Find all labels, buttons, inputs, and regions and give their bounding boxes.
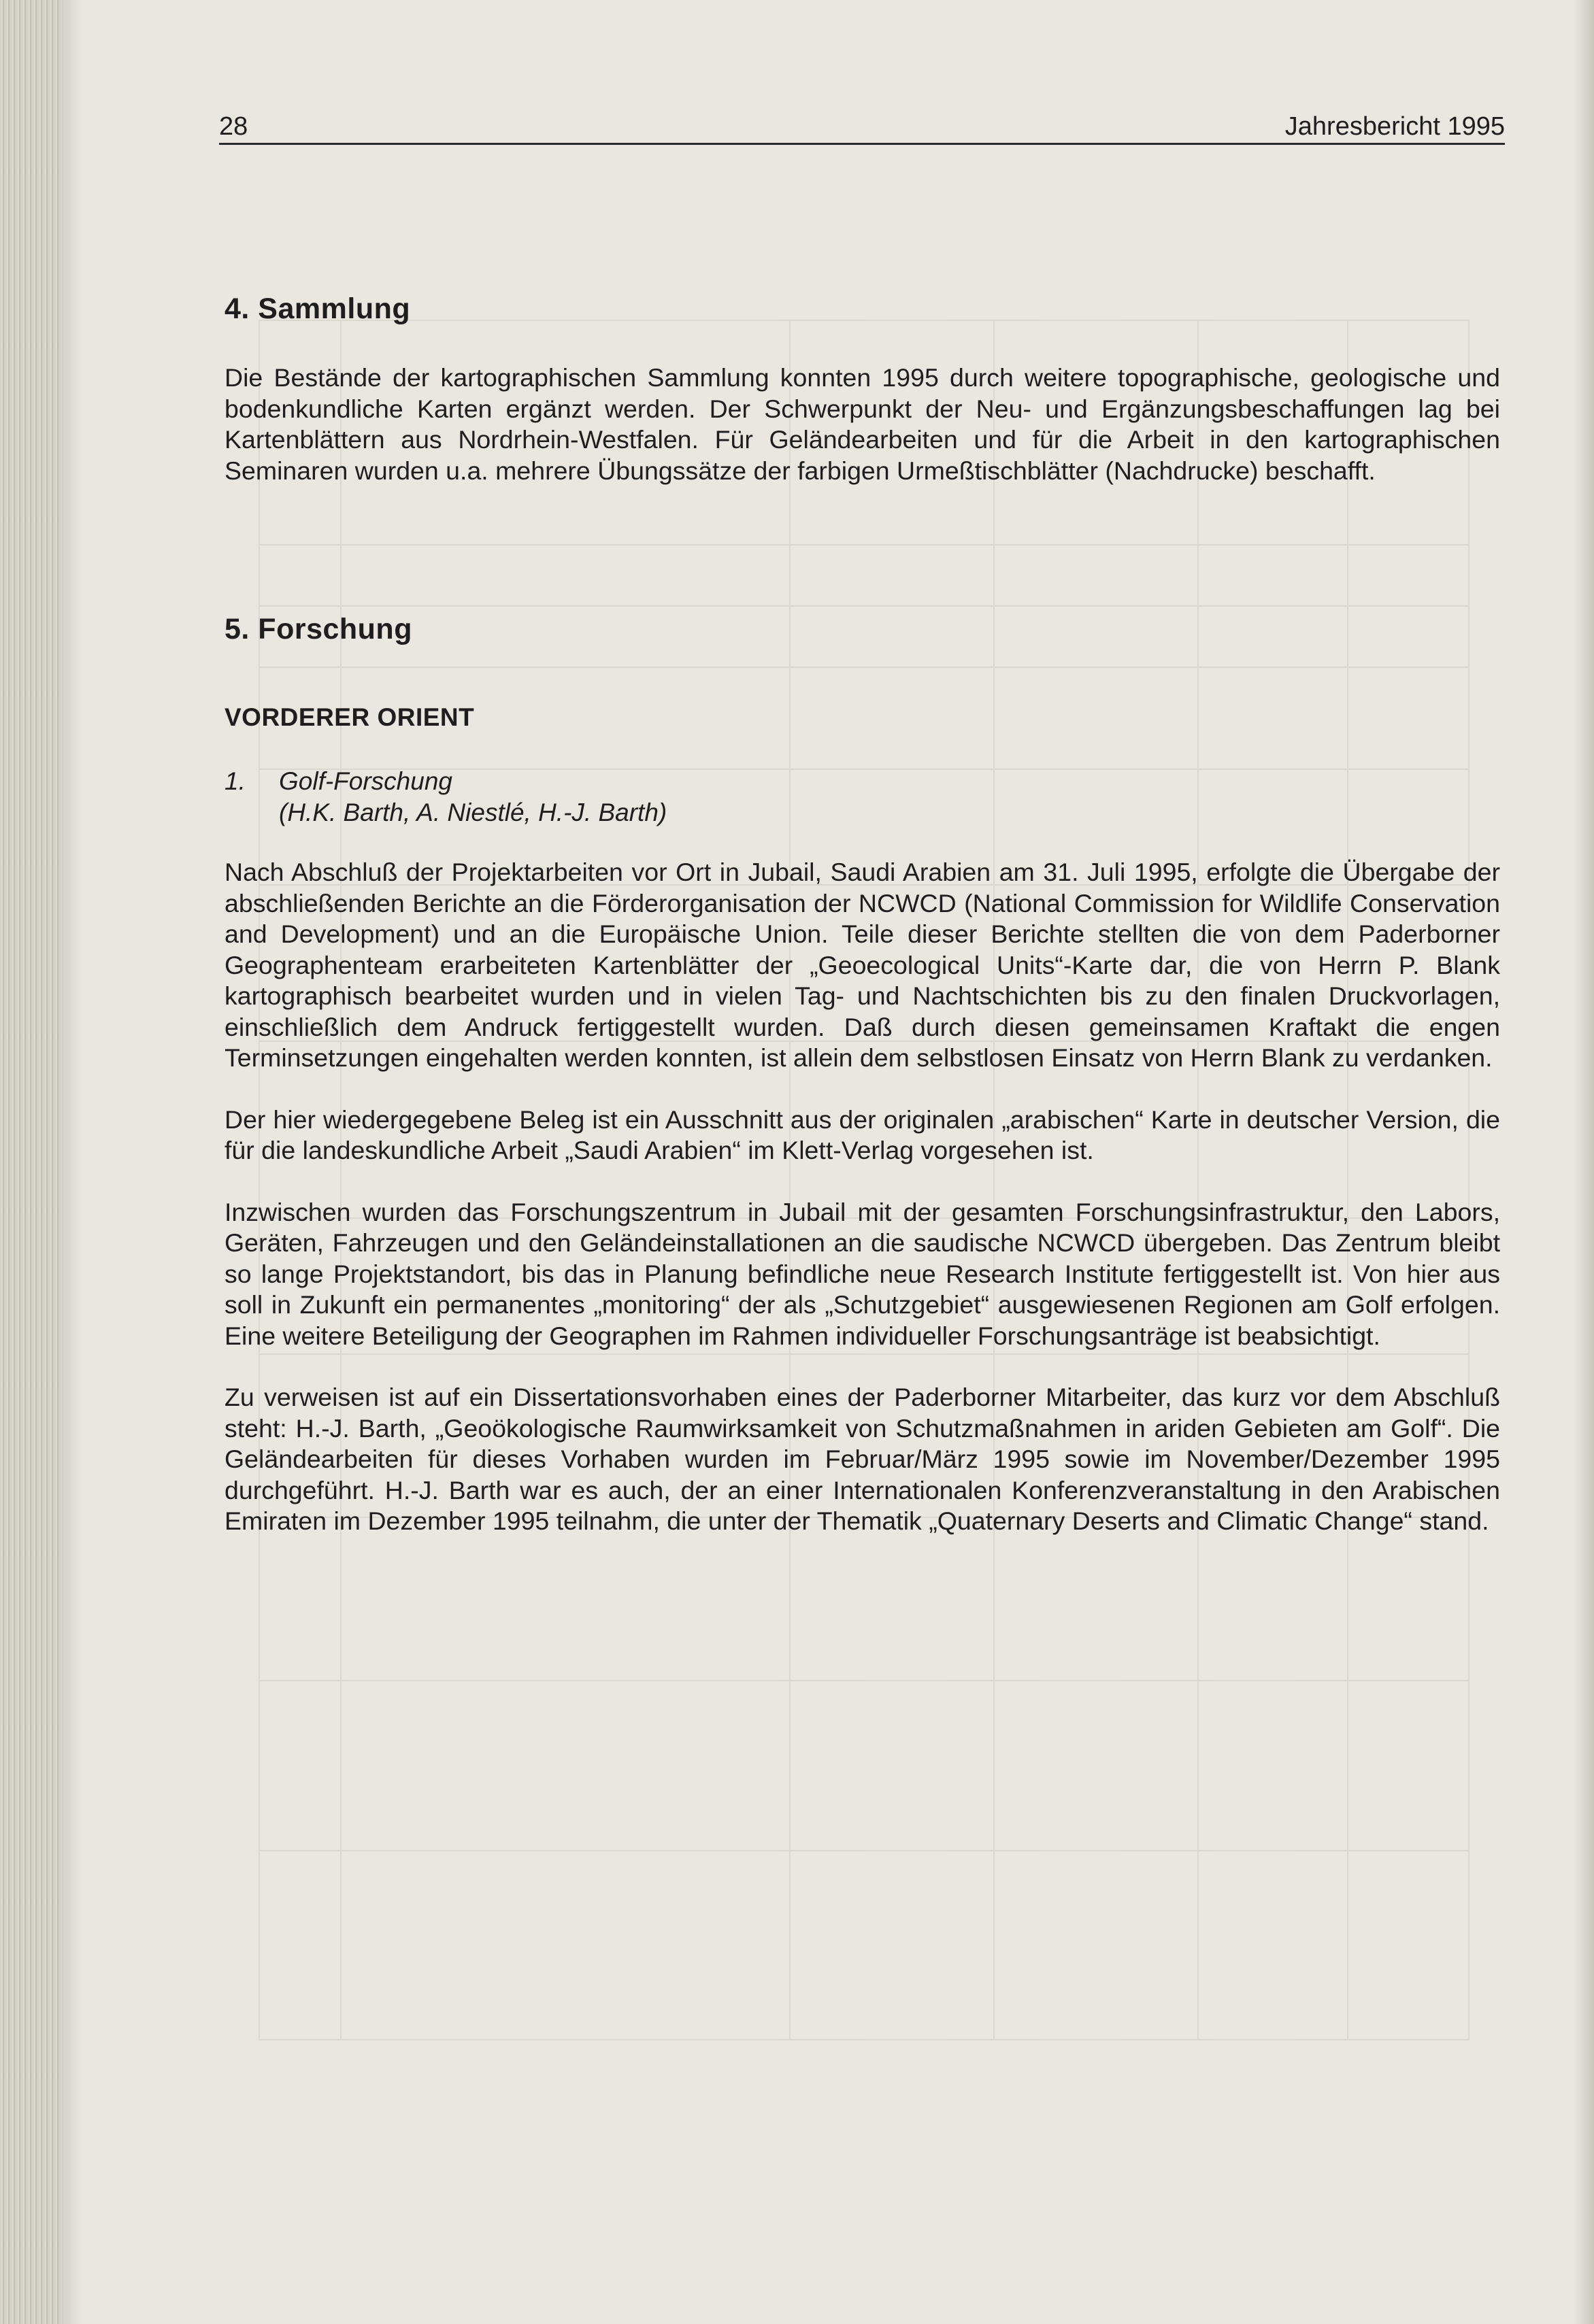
- page-binding-edge: [0, 0, 61, 2324]
- item-title: Golf-Forschung: [279, 767, 452, 795]
- section-heading-forschung: 5. Forschung: [225, 613, 412, 645]
- running-header: [219, 109, 1505, 145]
- forschung-paragraph-3: Inzwischen wurden das Forschungszentrum in Jubail mit der gesamten Forschungsinfrastruktur, den Labors, Geräten, Fahrzeugen und den Geländeinstallationen an die saudische NCWCD übergeben. Das Zentrum bleibt so lange Projektstandort, bis das in Planung befindliche neue Research Institute fertiggestellt ist. Von hier aus soll in Zukunft ein permanentes „monitoring“ der als „Schutzgebiet“ ausgewiesenen Regionen am Golf erfolgen. Eine weitere Beteiligung der Geographen im Rahmen individueller Forschungsanträge ist beabsichtigt.: [225, 1197, 1500, 1350]
- numbered-item-golf-forschung: [225, 766, 1500, 828]
- item-number: 1.: [225, 767, 246, 795]
- item-body: [279, 766, 667, 828]
- subheading-vorderer-orient: VORDERER ORIENT: [225, 703, 475, 731]
- sammlung-paragraph: Die Bestände der kartographischen Sammlung konnten 1995 durch weitere topographische, geologische und bodenkundliche Karten ergänzt werden. Der Schwerpunkt der Neu- und Ergänzungsbeschaffungen lag bei Kartenblättern aus Nordrhein-Westfalen. Für Geländearbeiten und für die Arbeit in den kartographischen Seminaren wurden u.a. mehrere Übungssätze der farbigen Urmeßtischblätter (Nachdrucke) beschafft.: [225, 363, 1500, 485]
- page-number: 28: [219, 112, 248, 141]
- forschung-paragraph-4: Zu verweisen ist auf ein Dissertationsvorhaben eines der Paderborner Mitarbeiter, das kurz vor dem Abschluß steht: H.-J. Barth, „Geoökologische Raumwirksamkeit von Schutzmaßnahmen in ariden Gebieten am Golf“. Die Geländearbeiten für dieses Vorhaben wurden im Februar/März 1995 sowie im November/Dezember 1995 durchgeführt. H.-J. Barth war es auch, der an einer Internationalen Konferenzveranstaltung in den Arabischen Emiraten im Dezember 1995 teilnahm, die unter der Thematik „Quaternary Deserts and Climatic Change“ stand.: [225, 1383, 1500, 1535]
- item-authors: (H.K. Barth, A. Niestlé, H.-J. Barth): [279, 798, 667, 826]
- running-title: Jahresbericht 1995: [1284, 112, 1505, 141]
- forschung-paragraph-2: Der hier wiedergegebene Beleg ist ein Ausschnitt aus der originalen „arabischen“ Karte in deutscher Version, die für die landeskundliche Arbeit „Saudi Arabien“ im Klett-Verlag vorgesehen ist.: [225, 1105, 1500, 1164]
- page-right-edge: [1574, 0, 1594, 2324]
- binding-shadow: [61, 0, 82, 2324]
- body-content: [225, 292, 1500, 1537]
- section-heading-sammlung: 4. Sammlung: [225, 292, 411, 325]
- forschung-paragraph-1: Nach Abschluß der Projektarbeiten vor Ort in Jubail, Saudi Arabien am 31. Juli 1995, erfolgte die Übergabe der abschließenden Berichte an die Förderorganisation der NCWCD (National Commission for Wildlife Conservation and Development) und an die Europäische Union. Teile dieser Berichte stellten die von dem Paderborner Geographenteam erarbeiteten Kartenblätter der „Geoecological Units“-Karte dar, die von Herrn P. Blank kartographisch bearbeitet wurden und in vielen Tag- und Nachtschichten bis zu den finalen Druckvorlagen, einschließlich dem Andruck fertiggestellt wurden. Daß durch diesen gemeinsamen Kraftakt die engen Terminsetzungen eingehalten werden konnten, ist allein dem selbstlosen Einsatz von Herrn Blank zu verdanken.: [225, 858, 1500, 1072]
